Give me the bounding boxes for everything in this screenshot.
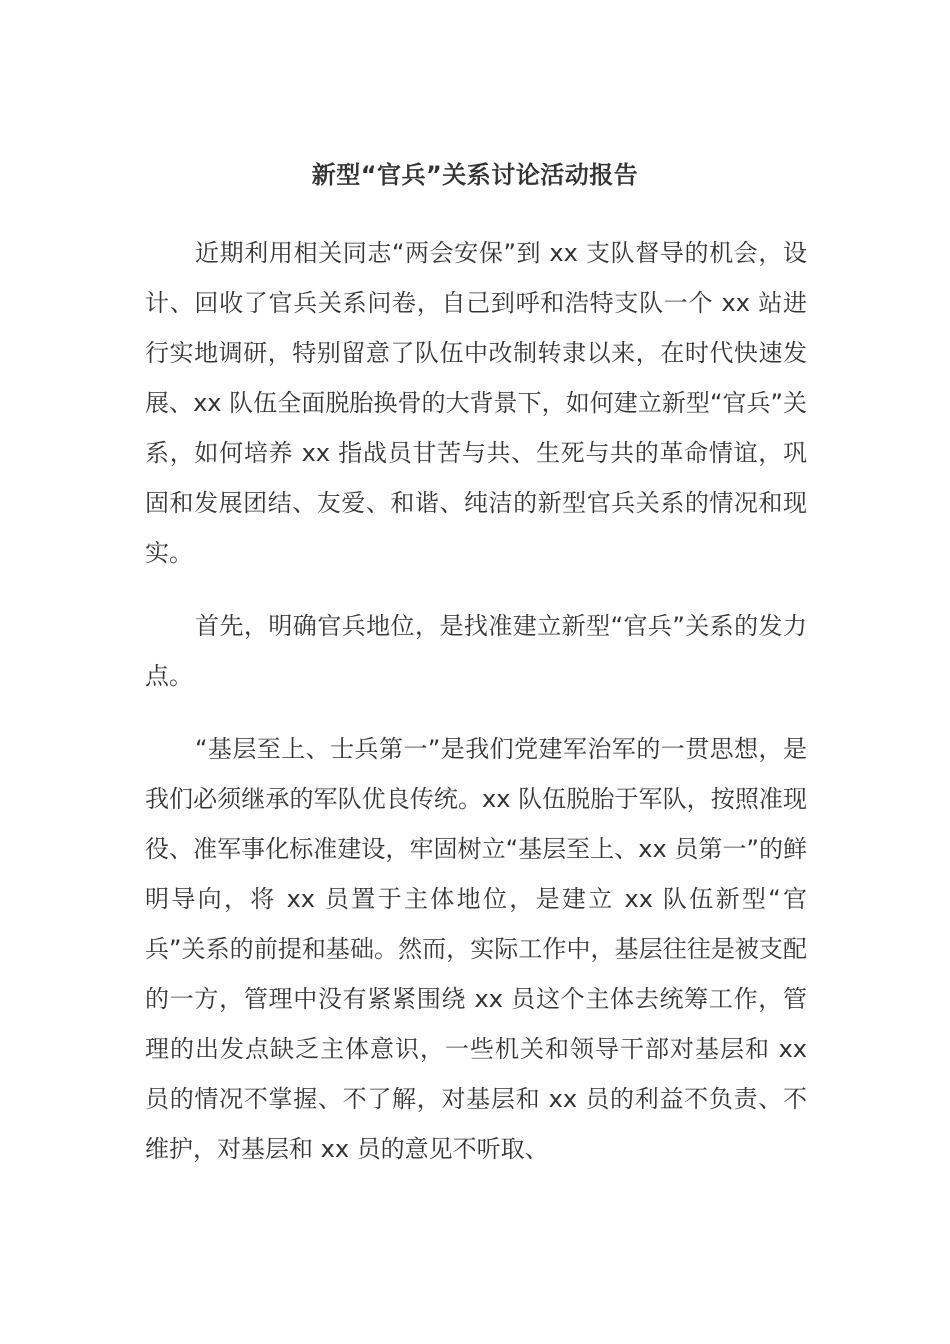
document-title: 新型“官兵”关系讨论活动报告 — [311, 161, 639, 189]
paragraph-grassroots: “基层至上、士兵第一”是我们党建军治军的一贯思想，是我们必须继承的军队优良传统。xx 队伍脱胎于军队，按照准现役、准军事化标准建设，牢固树立“基层至上、xx 员第一”的鲜明导向，将 xx 员置于主体地位，是建立 xx 队伍新型“官兵”关系的前提和基础。然而，实际工作中，基层往往是被支配的一方，管理中没有紧紧围绕 xx 员这个主体去统筹工作，管理的出发点缺乏主体意识，一些机关和领导干部对基层和 xx 员的情况不掌握、不了解，对基层和 xx 员的利益不负责、不维护，对基层和 xx 员的意见不听取、 — [145, 735, 807, 1163]
document-body — [145, 228, 807, 1197]
paragraph-first-point: 首先，明确官兵地位，是找准建立新型“官兵”关系的发力点。 — [145, 612, 807, 690]
paragraph-intro: 近期利用相关同志“两会安保”到 xx 支队督导的机会，设计、回收了官兵关系问卷，自己到呼和浩特支队一个 xx 站进行实地调研，特别留意了队伍中改制转隶以来，在时代快速发展、xx 队伍全面脱胎换骨的大背景下，如何建立新型“官兵”关系，如何培养 xx 指战员甘苦与共、生死与共的革命情谊，巩固和发展团结、友爱、和谐、纯洁的新型官兵关系的情况和现实。 — [145, 239, 807, 567]
